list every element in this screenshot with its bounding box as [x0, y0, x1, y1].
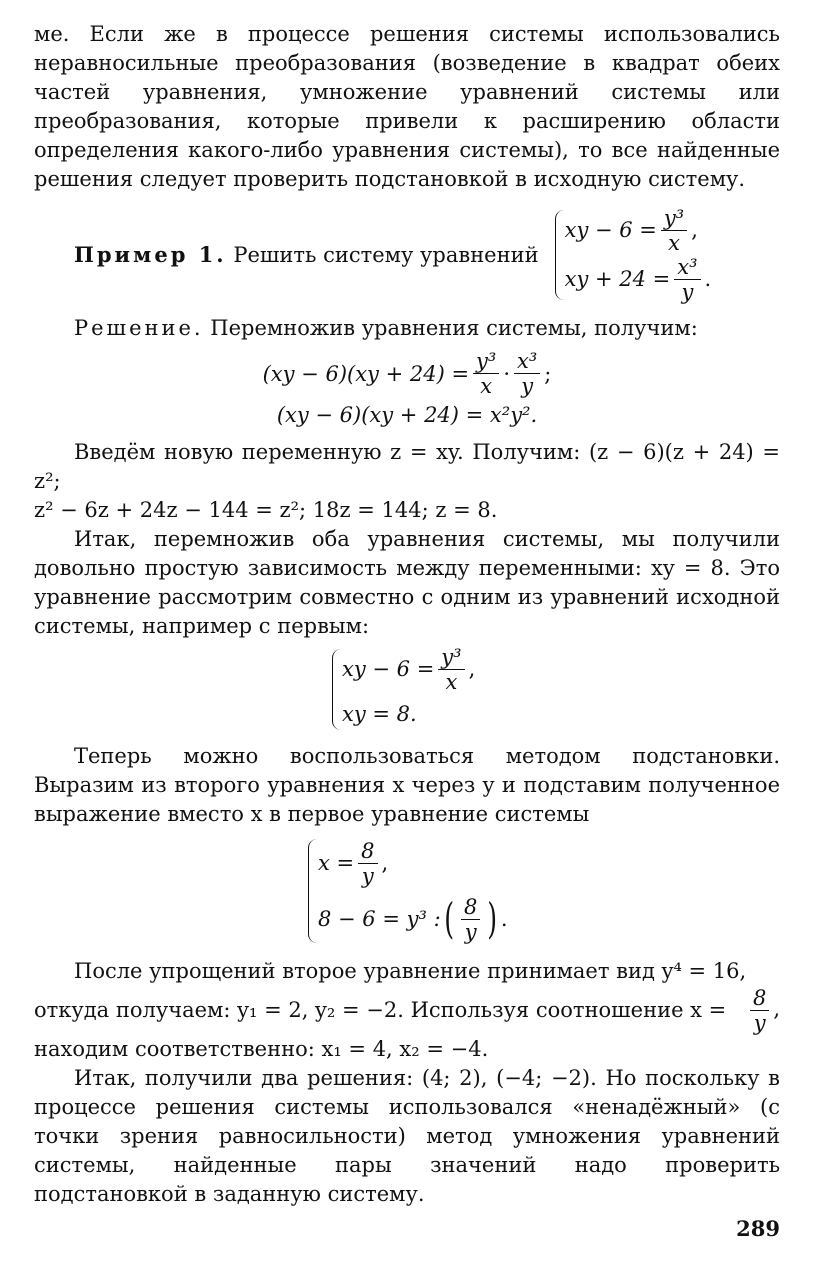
paragraph-final: Итак, получили два решения: (4; 2), (−4; −2). Но поскольку в процессе решения системы использовался «ненадёжный» (с точки зрения равносильности) метод умножения уравнений системы, найденные пары значений надо проверить подстановкой в заданную систему. — [34, 1066, 780, 1206]
system-3-wrapper — [306, 835, 780, 947]
system-2 — [330, 645, 475, 734]
numerator: 8 — [461, 895, 480, 920]
solution-paragraph — [34, 314, 780, 343]
fraction — [661, 206, 687, 255]
equation-left: xy + 24 = — [564, 267, 671, 291]
paragraph-itak: Итак, перемножив оба уравнения системы, мы получили довольно простую зависимость между переменными: xy = 8. Это уравнение рассмотрим совместно с одним из уравнений исходной системы, например с первым: — [34, 527, 780, 638]
denominator: y — [681, 280, 694, 304]
solution-label: Решение. — [74, 316, 204, 340]
system-1-eq1: xy − 6 = $\frac{\text{y³}}{x}$ , — [564, 206, 698, 255]
system-1-eq2: xy + 24 = $\frac{\text{x³}}{y}$ . — [564, 255, 712, 304]
fraction — [358, 839, 377, 888]
denominator: y — [464, 919, 477, 944]
system-3-eq2: 8 − 6 = y³ : ( $\frac{8}{y}$ ) . — [318, 894, 508, 944]
simplification-text: откуда получаем: y₁ = 2, y₂ = −2. Используя соотношение x = — [34, 998, 727, 1022]
denominator: y — [753, 1011, 766, 1035]
solution-text: Перемножив уравнения системы, получим: — [210, 316, 698, 340]
system-2-eq1: xy − 6 = $\frac{\text{y³}}{x}$ , — [342, 645, 476, 694]
system-3 — [306, 835, 508, 947]
example-1 — [34, 206, 780, 304]
numerator: 8 — [358, 839, 377, 864]
example-label: Пример 1. — [74, 242, 227, 267]
denominator: x — [445, 670, 458, 694]
fraction — [750, 986, 769, 1035]
paragraph-substitution: Теперь можно воспользоваться методом подстановки. Выразим из второго уравнения x через y и подставим полученное выражение вместо x в первое уравнение системы — [34, 744, 780, 826]
product-eq-2 — [277, 398, 537, 432]
page-content — [34, 20, 780, 1209]
example-text: Решить систему уравнений — [233, 243, 539, 267]
system-2-wrapper — [330, 645, 780, 734]
denominator: y — [521, 374, 534, 398]
page-number: 289 — [736, 1216, 780, 1241]
fraction — [514, 349, 540, 398]
equation-left: xy − 6 = — [564, 218, 657, 242]
denominator: x — [480, 374, 493, 398]
equation-left: x = — [318, 850, 355, 875]
fraction — [461, 895, 480, 944]
equation: (xy − 6)(xy + 24) = x²y². — [276, 403, 538, 427]
numerator: 8 — [750, 986, 769, 1011]
paragraph-new-variable-1: Введём новую переменную z = xy. Получим: (z − 6)(z + 24) = z²; — [34, 440, 780, 493]
denominator: y — [361, 863, 374, 888]
product-eq-1: (xy − 6)(xy + 24) = $\frac{\text{y³}}{x}$ · $\frac{\text{x³}}{y}$ ; — [262, 349, 552, 398]
equation-left: xy − 6 = — [342, 657, 435, 681]
fraction — [438, 645, 464, 694]
equation: xy = 8. — [342, 701, 417, 726]
numerator: y³ — [438, 645, 464, 670]
denominator: x — [668, 231, 680, 255]
system-3-eq1: x = $\frac{8}{y}$ , — [318, 838, 389, 888]
example-heading — [74, 240, 539, 270]
left-paren: ( — [443, 894, 454, 943]
fraction — [473, 349, 499, 398]
system-1 — [553, 206, 712, 304]
fraction — [674, 255, 700, 304]
system-2-eq2 — [342, 694, 475, 734]
right-paren: ) — [487, 894, 498, 943]
paragraph-new-variable-2: z² − 6z + 24z − 144 = z²; 18z = 144; z = 8. — [34, 498, 498, 522]
paragraph-simplification-2 — [34, 986, 780, 1035]
equation-left: (xy − 6)(xy + 24) = — [262, 361, 470, 386]
numerator: y³ — [473, 349, 499, 374]
numerator: y³ — [661, 206, 687, 231]
relation-fraction-wrapper: $\frac{8}{y}$ , — [746, 986, 780, 1035]
numerator: x³ — [514, 349, 540, 374]
equation-left: 8 − 6 = y³ : — [318, 906, 441, 931]
paragraph-intro: ме. Если же в процессе решения системы использовались неравносильные преобразования (возведение в квадрат обеих частей уравнения, умножение уравнений системы или преобразования, которые привели к расширению области определения какого-либо уравнения системы), то все найденные решения следует проверить подстановкой в исходную систему. — [34, 22, 780, 191]
paragraph-simplification-3: находим соответственно: x₁ = 4, x₂ = −4. — [34, 1037, 489, 1061]
numerator: x³ — [674, 255, 700, 280]
product-equations — [34, 349, 780, 432]
paragraph-simplification-1: После упрощений второе уравнение принимает вид y⁴ = 16, — [74, 959, 747, 983]
